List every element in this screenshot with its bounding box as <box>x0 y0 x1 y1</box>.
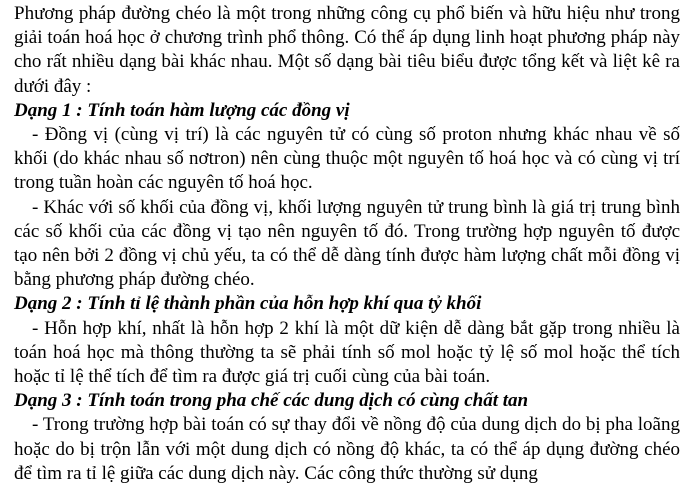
section-3-heading: Dạng 3 : Tính toán trong pha chế các dung dịch có cùng chất tan <box>14 390 529 412</box>
section-2-heading: Dạng 2 : Tính tỉ lệ thành phần của hỗn hợp khí qua tỷ khối <box>14 293 482 315</box>
section-1-paragraph-1: - Đồng vị (cùng vị trí) là các nguyên tử có cùng số proton nhưng khác nhau về số khối (do khác nhau số nơtron) nên cùng thuộc một nguyên tố hoá học và có cùng vị trí trong tuần hoàn các nguyên tố hoá học. <box>14 124 680 194</box>
section-2-paragraph-1: - Hỗn hợp khí, nhất là hỗn hợp 2 khí là một dữ kiện dễ dàng bắt gặp trong nhiều là toán hoá học mà thông thường ta sẽ phải tính số mol hoặc tỷ lệ số mol hoặc thể tích hoặc tỉ lệ thể tích để tìm ra được giá trị cuối cùng của bài toán. <box>14 317 680 388</box>
intro-paragraph: Phương pháp đường chéo là một trong những công cụ phổ biến và hữu hiệu như trong giải toán hoá học ở chương trình phổ thông. Có thể áp dụng linh hoạt phương pháp này cho rất nhiều dạng bài khác nhau. Một số dạng bài tiêu biểu được tổng kết và liệt kê ra dưới đây : <box>14 3 680 97</box>
section-1-heading: Dạng 1 : Tính toán hàm lượng các đồng vị <box>14 99 350 121</box>
section-1-paragraph-2: - Khác với số khối của đồng vị, khối lượng nguyên tử trung bình là giá trị trung bình các số khối của các đồng vị tạo nên nguyên tố đó. Trong trường hợp nguyên tố được tạo nên bởi 2 đồng vị chủ yếu, ta có thể dễ dàng tính được hàm lượng chất mỗi đồng vị bằng phương pháp đường chéo. <box>14 196 680 291</box>
section-3-paragraph-1: - Trong trường hợp bài toán có sự thay đổi về nồng độ của dung dịch do bị pha loãng hoặc do bị trộn lẫn với một dung dịch có nồng độ khác, ta có thể áp dụng đường chéo để tìm ra tỉ lệ giữa các dung dịch này. Các công thức thường sử dụng <box>14 414 680 484</box>
